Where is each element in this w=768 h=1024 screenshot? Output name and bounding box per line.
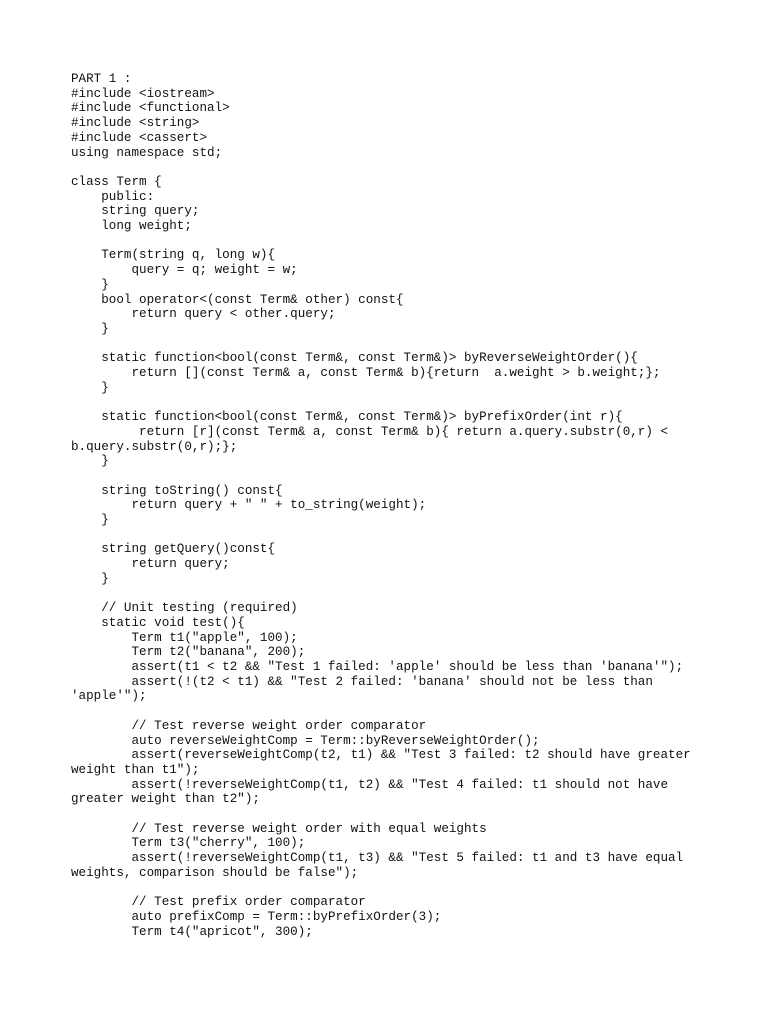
code-line: string getQuery()const{ xyxy=(71,542,276,557)
code-line: } xyxy=(71,513,109,528)
code-line: auto reverseWeightComp = Term::byReverseWeightOrder(); xyxy=(71,733,540,748)
blank-line xyxy=(71,234,711,249)
code-line: assert(t1 < t2 && "Test 1 failed: 'apple' should be less than 'banana'"); xyxy=(71,660,684,675)
code-line: weight than t1"); xyxy=(71,762,200,777)
code-line: public: xyxy=(71,189,155,204)
code-line: Term t3("cherry", 100); xyxy=(71,836,306,851)
code-line: } xyxy=(71,380,109,395)
code-line: b.query.substr(0,r);}; xyxy=(71,439,238,454)
code-line: return query; xyxy=(71,557,230,572)
code-line: #include <string> xyxy=(71,116,200,131)
blank-line xyxy=(71,704,711,719)
code-line: #include <cassert> xyxy=(71,130,208,145)
blank-line xyxy=(71,337,711,352)
code-line: return [r](const Term& a, const Term& b){ return a.query.substr(0,r) < xyxy=(71,424,669,439)
code-line: // Test prefix order comparator xyxy=(71,895,366,910)
code-line: Term t1("apple", 100); xyxy=(71,630,298,645)
code-line: #include <iostream> xyxy=(71,86,215,101)
code-line: using namespace std; xyxy=(71,145,223,160)
code-line: string query; xyxy=(71,204,200,219)
blank-line xyxy=(71,160,711,175)
code-line: #include <functional> xyxy=(71,101,230,116)
code-line: weights, comparison should be false"); xyxy=(71,865,359,880)
blank-line xyxy=(71,528,711,543)
code-line: static function<bool(const Term&, const Term&)> byReverseWeightOrder(){ xyxy=(71,351,638,366)
code-line: // Test reverse weight order comparator xyxy=(71,718,427,733)
code-line: Term t4("apricot", 300); xyxy=(71,924,313,939)
code-line: assert(reverseWeightComp(t2, t1) && "Test 3 failed: t2 should have greater xyxy=(71,748,691,763)
code-line: greater weight than t2"); xyxy=(71,792,260,807)
code-line: assert(!reverseWeightComp(t1, t3) && "Test 5 failed: t1 and t3 have equal xyxy=(71,851,684,866)
code-line: string toString() const{ xyxy=(71,483,283,498)
blank-line xyxy=(71,881,711,896)
code-line: PART 1 : xyxy=(71,72,132,86)
code-line: Term t2("banana", 200); xyxy=(71,645,306,660)
blank-line xyxy=(71,807,711,822)
blank-line xyxy=(71,587,711,602)
code-line: // Unit testing (required) xyxy=(71,601,298,616)
code-line: 'apple'"); xyxy=(71,689,147,704)
code-line: } xyxy=(71,454,109,469)
code-line: return query < other.query; xyxy=(71,307,336,322)
code-line: } xyxy=(71,571,109,586)
code-line: bool operator<(const Term& other) const{ xyxy=(71,292,404,307)
blank-line xyxy=(71,469,711,484)
code-line: long weight; xyxy=(71,219,192,234)
code-line: query = q; weight = w; xyxy=(71,263,298,278)
code-line: // Test reverse weight order with equal weights xyxy=(71,821,487,836)
code-line: assert(!(t2 < t1) && "Test 2 failed: 'banana' should not be less than xyxy=(71,674,653,689)
code-line: assert(!reverseWeightComp(t1, t2) && "Test 4 failed: t1 should not have xyxy=(71,777,669,792)
code-line: static void test(){ xyxy=(71,615,245,630)
code-line: return [](const Term& a, const Term& b){return a.weight > b.weight;}; xyxy=(71,366,661,381)
code-line: auto prefixComp = Term::byPrefixOrder(3); xyxy=(71,909,442,924)
code-listing xyxy=(71,72,711,939)
code-line: Term(string q, long w){ xyxy=(71,248,276,263)
blank-line xyxy=(71,395,711,410)
code-line: class Term { xyxy=(71,174,162,189)
code-line: return query + " " + to_string(weight); xyxy=(71,498,427,513)
code-line: } xyxy=(71,321,109,336)
code-line: } xyxy=(71,277,109,292)
code-line: static function<bool(const Term&, const Term&)> byPrefixOrder(int r){ xyxy=(71,410,623,425)
